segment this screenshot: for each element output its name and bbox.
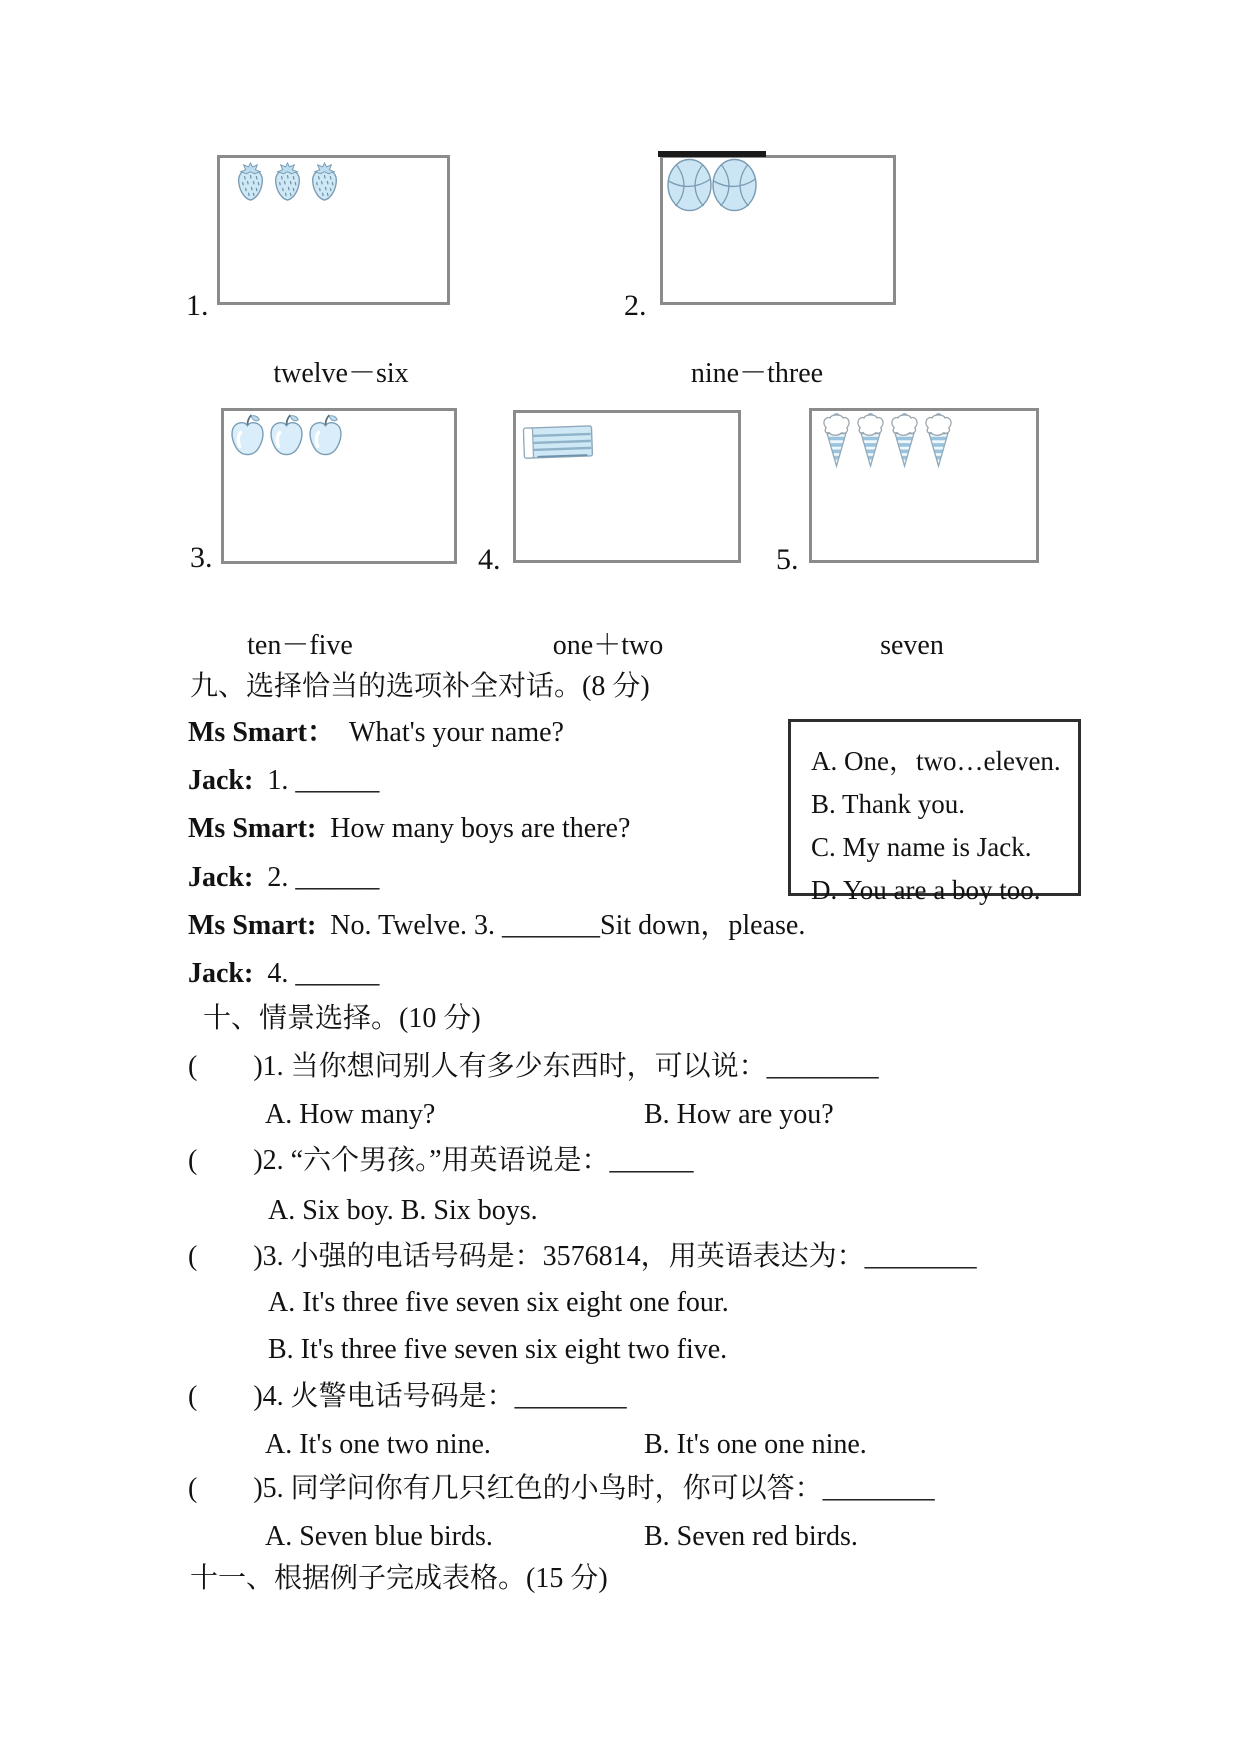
speaker-name: Ms Smart: [188, 813, 317, 844]
question-5-stem: ( )5. 同学问你有几只红色的小鸟时，你可以答：________ [188, 1473, 935, 1504]
math-label: twelve－six [273, 358, 409, 389]
apple-icon [228, 414, 267, 457]
choice-a: A. One，two…eleven. [811, 746, 1061, 776]
ice-cream-icon [922, 412, 955, 469]
section-10-title: 十、情景选择。(10 分) [203, 1003, 481, 1034]
dialogue-text: What's your name? [348, 717, 564, 748]
ice-cream-icon [888, 412, 921, 469]
speaker-name: Ms Smart： [188, 717, 335, 748]
dialogue-text: No. Twelve. 3. _______Sit down，please. [330, 910, 806, 941]
basketball-group [666, 158, 758, 212]
section-9-title: 九、选择恰当的选项补全对话。(8 分) [190, 671, 650, 702]
strawberry-icon [233, 161, 268, 202]
box-number: 3. [190, 541, 213, 574]
pencil-case-group [521, 423, 597, 463]
ice-cream-icon [820, 412, 853, 469]
question-1-stem: ( )1. 当你想问别人有多少东西时，可以说：________ [188, 1051, 879, 1082]
question-1-option-b: B. How are you? [644, 1099, 834, 1130]
strawberry-icon [307, 161, 342, 202]
dialogue-text: How many boys are there? [330, 813, 631, 844]
dialogue-line [188, 861, 379, 895]
question-2-options: A. Six boy. B. Six boys. [268, 1195, 538, 1226]
apple-group [228, 414, 345, 457]
question-3-option-b: B. It's three five seven six eight two five. [268, 1334, 728, 1365]
speaker-name: Jack: [188, 862, 254, 893]
answer-choices-box [788, 719, 1081, 905]
box-number: 2. [624, 289, 647, 322]
dialogue-line [188, 764, 379, 798]
math-label: one＋two [552, 630, 664, 661]
question-3-stem: ( )3. 小强的电话号码是：3576814，用英语表达为：________ [188, 1241, 977, 1272]
dialogue-line [188, 716, 564, 750]
pencil-case-icon [521, 423, 597, 463]
question-1-option-a: A. How many? [265, 1099, 436, 1130]
question-4-option-a: A. It's one two nine. [265, 1429, 491, 1460]
speaker-name: Jack: [188, 958, 254, 989]
box-2-top-bar [658, 151, 766, 157]
strawberry-icon [270, 161, 305, 202]
dialogue-line [188, 812, 630, 846]
ice-cream-group [820, 412, 955, 469]
choice-c: C. My name is Jack. [811, 832, 1032, 862]
choice-b: B. Thank you. [811, 789, 965, 819]
section-11-title: 十一、根据例子完成表格。(15 分) [190, 1563, 608, 1594]
choice-d: D. You are a boy too. [811, 875, 1041, 905]
ice-cream-icon [854, 412, 887, 469]
question-4-option-b: B. It's one one nine. [644, 1429, 867, 1460]
math-label: seven [880, 630, 944, 661]
box-number: 5. [776, 543, 799, 576]
math-label: ten－five [247, 630, 353, 661]
dialogue-blank: 1. ______ [267, 765, 380, 796]
box-number: 4. [478, 543, 501, 576]
speaker-name: Ms Smart: [188, 910, 317, 941]
question-2-stem: ( )2. “六个男孩。”用英语说是：______ [188, 1145, 694, 1176]
dialogue-blank: 4. ______ [267, 958, 380, 989]
strawberry-group [233, 161, 342, 202]
dialogue-line [188, 909, 805, 943]
basketball-icon [711, 158, 758, 212]
question-5-option-a: A. Seven blue birds. [265, 1521, 493, 1552]
math-label: nine－three [690, 358, 824, 389]
basketball-icon [666, 158, 713, 212]
box-number: 1. [186, 289, 209, 322]
dialogue-line [188, 957, 379, 991]
question-5-option-b: B. Seven red birds. [644, 1521, 858, 1552]
speaker-name: Jack: [188, 765, 254, 796]
apple-icon [306, 414, 345, 457]
apple-icon [267, 414, 306, 457]
dialogue-blank: 2. ______ [267, 862, 380, 893]
question-4-stem: ( )4. 火警电话号码是：________ [188, 1381, 627, 1412]
question-3-option-a: A. It's three five seven six eight one four. [268, 1287, 729, 1318]
